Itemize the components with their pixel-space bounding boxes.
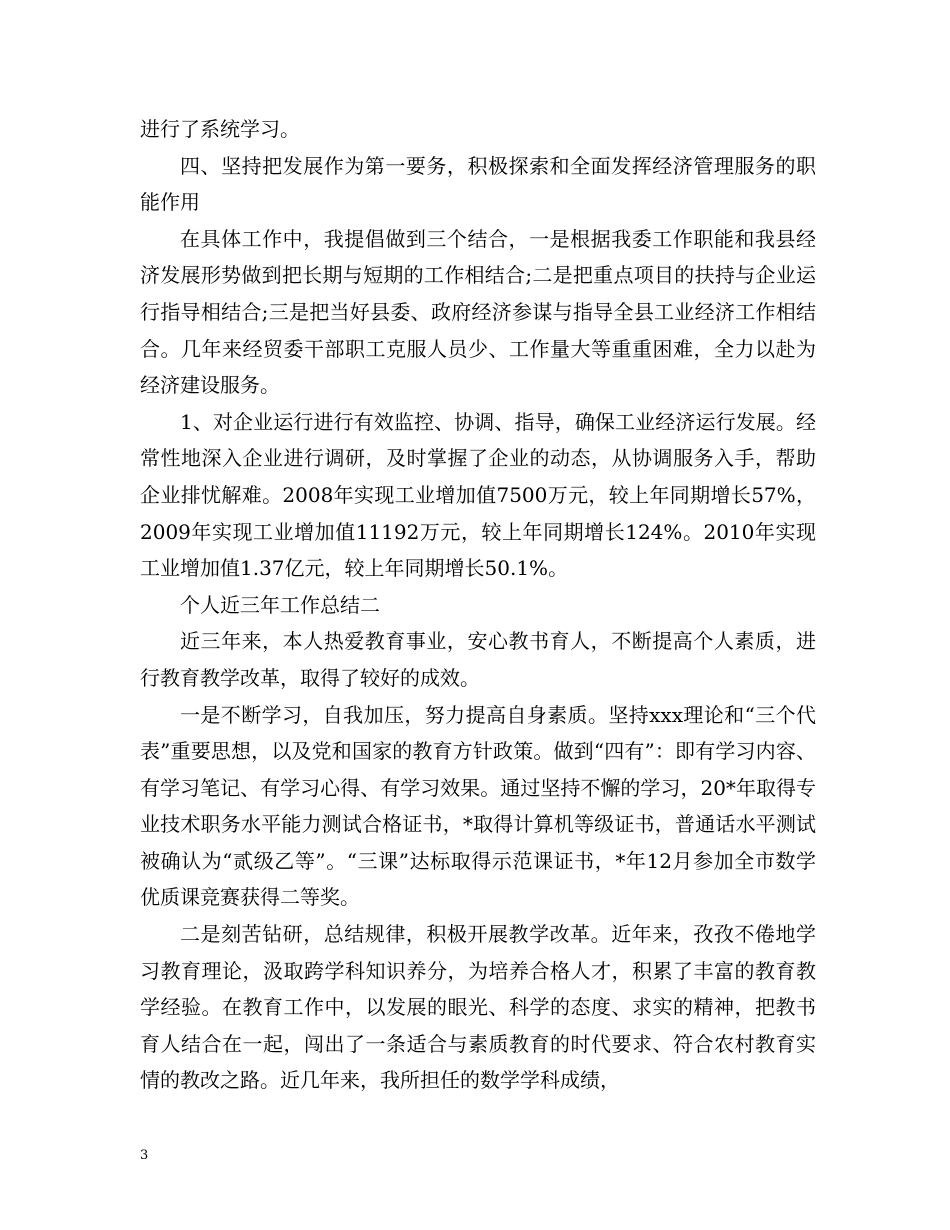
paragraph: 1、对企业运行进行有效监控、协调、指导，确保工业经济运行发展。经常性地深入企业进行调研，及时掌握了企业的动态，从协调服务入手，帮助企业排忧解难。2008年实现工业增加值7500万元，较上年同期增长57%，2009年实现工业增加值11192万元，较上年同期增长124%。2010年实现工业增加值1.37亿元，较上年同期增长50.1%。 xyxy=(140,409,816,581)
section-heading: 个人近三年工作总结二 xyxy=(180,592,380,617)
section-heading: 四、坚持把发展作为第一要务，积极探索和全面发挥经济管理服务的职能作用 xyxy=(140,153,816,215)
paragraph: 二是刻苦钻研，总结规律，积极开展教学改革。近年来，孜孜不倦地学习教育理论，汲取跨学科知识养分，为培养合格人才，积累了丰富的教育教学经验。在教育工作中，以发展的眼光、科学的态度、求实的精神，把教书育人结合在一起，闯出了一条适合与素质教育的时代要求、符合农村教育实情的教改之路。近几年来，我所担任的数学学科成绩， xyxy=(140,922,816,1093)
document-body xyxy=(140,111,816,1099)
paragraph: 在具体工作中，我提倡做到三个结合，一是根据我委工作职能和我县经济发展形势做到把长期与短期的工作相结合;二是把重点项目的扶持与企业运行指导相结合;三是把当好县委、政府经济参谋与指导全县工业经济工作相结合。几年来经贸委干部职工克服人员少、工作量大等重重困难，全力以赴为经济建设服务。 xyxy=(140,226,816,398)
paragraph: 一是不断学习，自我加压，努力提高自身素质。坚持xxx理论和“三个代表”重要思想，以及党和国家的教育方针政策。做到“四有”：即有学习内容、有学习笔记、有学习心得、有学习效果。通过坚持不懈的学习，20*年取得专业技术职务水平能力测试合格证书，*取得计算机等级证书，普通话水平测试被确认为“贰级乙等”。“三课”达标取得示范课证书，*年12月参加全市数学优质课竞赛获得二等奖。 xyxy=(140,702,816,910)
paragraph: 进行了系统学习。 xyxy=(140,117,300,141)
page-number: 3 xyxy=(140,1148,149,1163)
paragraph: 近三年来，本人热爱教育事业，安心教书育人，不断提高个人素质，进行教育教学改革，取得了较好的成效。 xyxy=(140,629,816,690)
